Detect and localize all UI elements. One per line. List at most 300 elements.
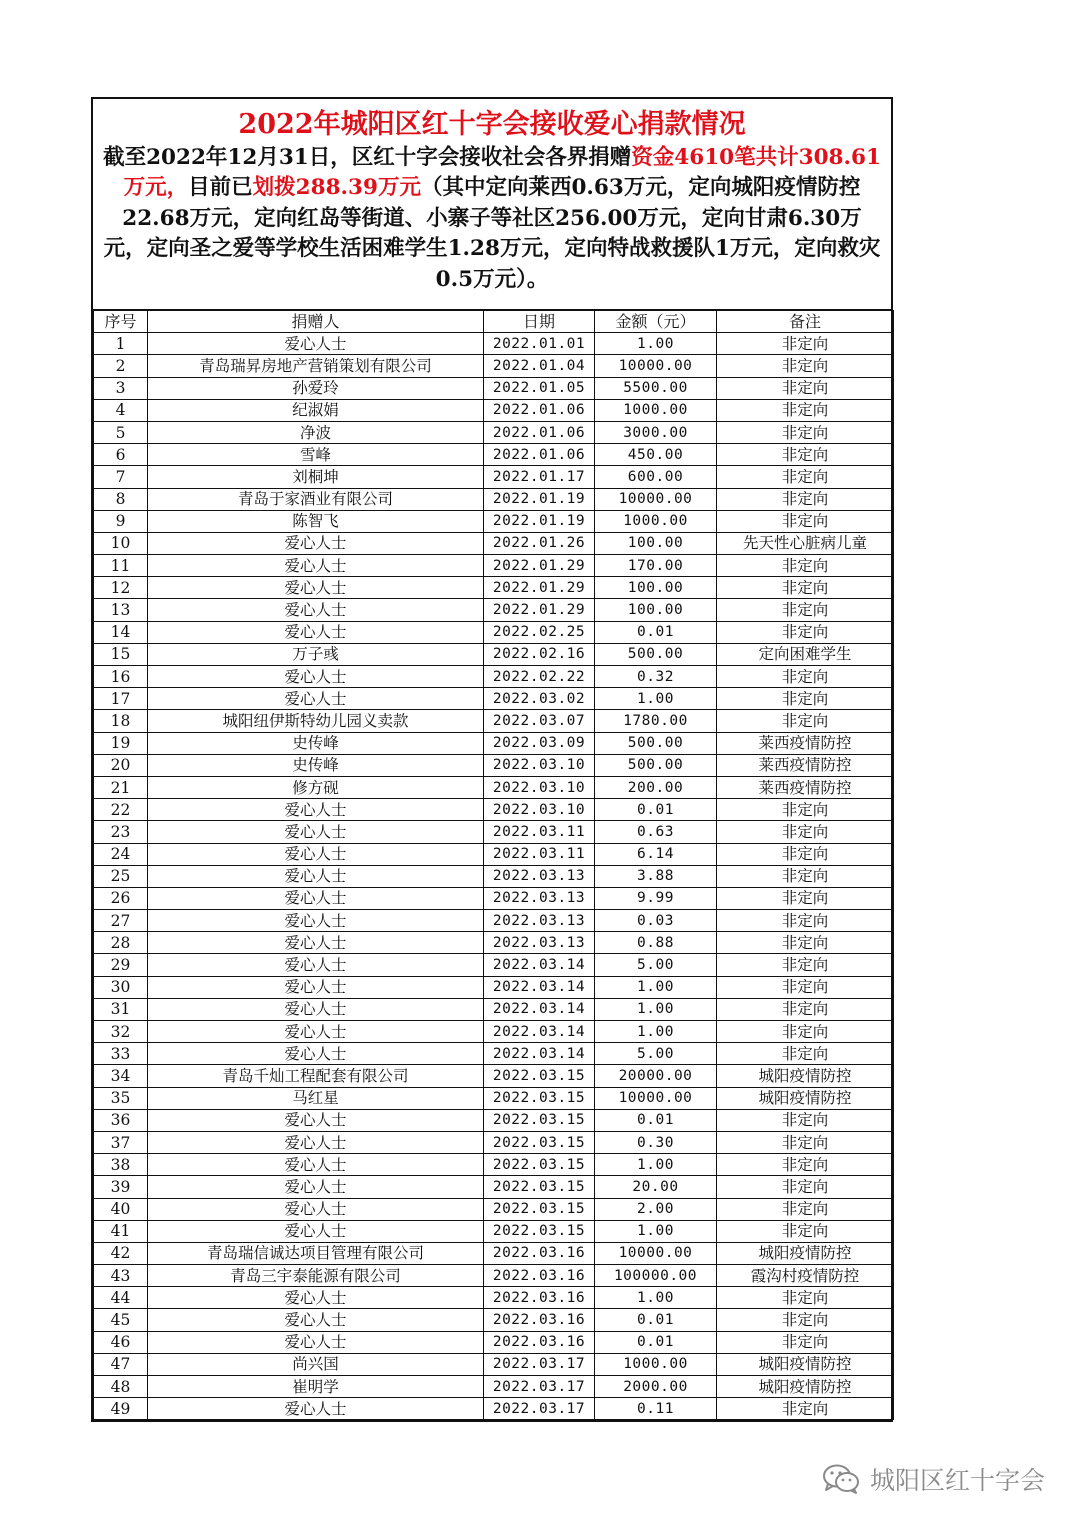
- cell-date: 2022.03.14: [484, 954, 595, 976]
- cell-donor: 爱心人士: [148, 1043, 484, 1065]
- table-row: [94, 1265, 894, 1287]
- cell-donor: 爱心人士: [148, 976, 484, 998]
- cell-index: 31: [94, 998, 148, 1020]
- cell-amount: 0.01: [595, 621, 717, 643]
- cell-donor: 青岛于家酒业有限公司: [148, 488, 484, 510]
- cell-date: 2022.03.13: [484, 932, 595, 954]
- summary-part-1: 截至2022年12月31日，区红十字会接收社会各界捐赠: [103, 145, 632, 170]
- table-row: [94, 555, 894, 577]
- cell-amount: 0.01: [595, 799, 717, 821]
- cell-date: 2022.03.15: [484, 1109, 595, 1131]
- cell-donor: 爱心人士: [148, 666, 484, 688]
- cell-index: 40: [94, 1198, 148, 1220]
- summary-funds-total: 资金4610笔共计308.61万元，: [123, 145, 881, 201]
- cell-note: 非定向: [717, 1331, 894, 1353]
- cell-note: 非定向: [717, 555, 894, 577]
- cell-amount: 0.30: [595, 1131, 717, 1153]
- cell-index: 11: [94, 555, 148, 577]
- cell-amount: 600.00: [595, 466, 717, 488]
- cell-date: 2022.03.11: [484, 843, 595, 865]
- table-row: [94, 732, 894, 754]
- table-row: [94, 333, 894, 355]
- cell-date: 2022.03.16: [484, 1265, 595, 1287]
- cell-date: 2022.03.15: [484, 1154, 595, 1176]
- cell-note: 非定向: [717, 399, 894, 421]
- cell-donor: 青岛三宇泰能源有限公司: [148, 1265, 484, 1287]
- cell-donor: 尚兴国: [148, 1353, 484, 1375]
- cell-donor: 爱心人士: [148, 1109, 484, 1131]
- cell-index: 36: [94, 1109, 148, 1131]
- cell-index: 3: [94, 377, 148, 399]
- cell-index: 8: [94, 488, 148, 510]
- cell-donor: 爱心人士: [148, 688, 484, 710]
- watermark-text: 城阳区红十字会: [869, 1466, 1045, 1495]
- cell-donor: 陈智飞: [148, 510, 484, 532]
- cell-index: 15: [94, 643, 148, 665]
- cell-index: 14: [94, 621, 148, 643]
- cell-index: 23: [94, 821, 148, 843]
- cell-amount: 0.88: [595, 932, 717, 954]
- cell-index: 20: [94, 754, 148, 776]
- cell-index: 34: [94, 1065, 148, 1087]
- cell-amount: 2.00: [595, 1198, 717, 1220]
- cell-index: 43: [94, 1265, 148, 1287]
- table-row: [94, 1376, 894, 1398]
- cell-index: 49: [94, 1398, 148, 1420]
- cell-index: 44: [94, 1287, 148, 1309]
- cell-donor: 雪峰: [148, 444, 484, 466]
- cell-note: 非定向: [717, 1176, 894, 1198]
- cell-note: 城阳疫情防控: [717, 1376, 894, 1398]
- cell-index: 29: [94, 954, 148, 976]
- cell-date: 2022.01.06: [484, 399, 595, 421]
- cell-amount: 170.00: [595, 555, 717, 577]
- cell-donor: 马红星: [148, 1087, 484, 1109]
- cell-donor: 爱心人士: [148, 599, 484, 621]
- cell-amount: 10000.00: [595, 1087, 717, 1109]
- column-header-donor: 捐赠人: [148, 311, 484, 333]
- cell-amount: 1.00: [595, 998, 717, 1020]
- cell-index: 12: [94, 577, 148, 599]
- table-row: [94, 1021, 894, 1043]
- cell-note: 非定向: [717, 666, 894, 688]
- table-body: [94, 333, 894, 1420]
- cell-donor: 孙爱玲: [148, 377, 484, 399]
- cell-index: 39: [94, 1176, 148, 1198]
- table-row: [94, 1176, 894, 1198]
- cell-amount: 20.00: [595, 1176, 717, 1198]
- table-row: [94, 1398, 894, 1420]
- cell-index: 17: [94, 688, 148, 710]
- cell-date: 2022.03.02: [484, 688, 595, 710]
- cell-amount: 1000.00: [595, 510, 717, 532]
- cell-donor: 爱心人士: [148, 865, 484, 887]
- cell-donor: 爱心人士: [148, 577, 484, 599]
- cell-date: 2022.01.05: [484, 377, 595, 399]
- cell-note: 非定向: [717, 1154, 894, 1176]
- cell-date: 2022.02.25: [484, 621, 595, 643]
- sheet-header: [93, 99, 891, 310]
- cell-amount: 1.00: [595, 1154, 717, 1176]
- table-row: [94, 444, 894, 466]
- table-header-row: [94, 311, 894, 333]
- watermark: [822, 1461, 1045, 1497]
- table-row: [94, 976, 894, 998]
- cell-note: 非定向: [717, 799, 894, 821]
- cell-note: 非定向: [717, 1309, 894, 1331]
- cell-donor: 崔明学: [148, 1376, 484, 1398]
- cell-index: 18: [94, 710, 148, 732]
- cell-note: 非定向: [717, 444, 894, 466]
- cell-note: 非定向: [717, 1220, 894, 1242]
- cell-amount: 0.32: [595, 666, 717, 688]
- cell-amount: 450.00: [595, 444, 717, 466]
- table-row: [94, 754, 894, 776]
- cell-amount: 5.00: [595, 1043, 717, 1065]
- cell-donor: 爱心人士: [148, 1176, 484, 1198]
- table-row: [94, 488, 894, 510]
- cell-note: 先天性心脏病儿童: [717, 532, 894, 554]
- cell-note: 非定向: [717, 1021, 894, 1043]
- cell-date: 2022.03.15: [484, 1176, 595, 1198]
- cell-donor: 爱心人士: [148, 621, 484, 643]
- summary-part-3: 目前已: [188, 175, 253, 201]
- cell-note: 非定向: [717, 887, 894, 909]
- cell-date: 2022.03.10: [484, 776, 595, 798]
- cell-index: 1: [94, 333, 148, 355]
- cell-amount: 3000.00: [595, 421, 717, 443]
- cell-note: 城阳疫情防控: [717, 1242, 894, 1264]
- cell-amount: 500.00: [595, 732, 717, 754]
- cell-date: 2022.03.11: [484, 821, 595, 843]
- cell-index: 26: [94, 887, 148, 909]
- table-row: [94, 1353, 894, 1375]
- cell-date: 2022.03.15: [484, 1198, 595, 1220]
- cell-amount: 1.00: [595, 1021, 717, 1043]
- cell-donor: 爱心人士: [148, 1021, 484, 1043]
- table-row: [94, 932, 894, 954]
- page-title: 2022年城阳区红十字会接收爱心捐款情况: [238, 109, 746, 140]
- cell-date: 2022.03.17: [484, 1376, 595, 1398]
- cell-donor: 修方砚: [148, 776, 484, 798]
- table-row: [94, 688, 894, 710]
- cell-date: 2022.01.19: [484, 510, 595, 532]
- cell-note: 城阳疫情防控: [717, 1353, 894, 1375]
- cell-amount: 6.14: [595, 843, 717, 865]
- cell-date: 2022.03.10: [484, 754, 595, 776]
- cell-index: 35: [94, 1087, 148, 1109]
- donation-table: [93, 310, 894, 1420]
- cell-donor: 青岛瑞信诚达项目管理有限公司: [148, 1242, 484, 1264]
- cell-amount: 10000.00: [595, 488, 717, 510]
- cell-note: 非定向: [717, 710, 894, 732]
- column-header-note: 备注: [717, 311, 894, 333]
- cell-amount: 500.00: [595, 643, 717, 665]
- cell-date: 2022.03.13: [484, 865, 595, 887]
- table-row: [94, 666, 894, 688]
- table-row: [94, 887, 894, 909]
- table-row: [94, 843, 894, 865]
- table-row: [94, 1065, 894, 1087]
- cell-donor: 青岛瑞昇房地产营销策划有限公司: [148, 355, 484, 377]
- cell-note: 非定向: [717, 1109, 894, 1131]
- cell-note: 非定向: [717, 621, 894, 643]
- cell-note: 非定向: [717, 1287, 894, 1309]
- table-row: [94, 643, 894, 665]
- cell-amount: 500.00: [595, 754, 717, 776]
- cell-date: 2022.01.06: [484, 421, 595, 443]
- cell-amount: 1.00: [595, 976, 717, 998]
- table-row: [94, 1109, 894, 1131]
- cell-note: 非定向: [717, 488, 894, 510]
- cell-date: 2022.03.15: [484, 1220, 595, 1242]
- table-row: [94, 821, 894, 843]
- cell-donor: 史传峰: [148, 732, 484, 754]
- cell-note: 城阳疫情防控: [717, 1065, 894, 1087]
- cell-amount: 10000.00: [595, 355, 717, 377]
- cell-amount: 9.99: [595, 887, 717, 909]
- cell-note: 非定向: [717, 976, 894, 998]
- cell-donor: 爱心人士: [148, 954, 484, 976]
- cell-donor: 爱心人士: [148, 1287, 484, 1309]
- cell-date: 2022.03.16: [484, 1242, 595, 1264]
- cell-amount: 20000.00: [595, 1065, 717, 1087]
- table-row: [94, 377, 894, 399]
- cell-index: 42: [94, 1242, 148, 1264]
- table-row: [94, 466, 894, 488]
- cell-amount: 1.00: [595, 1220, 717, 1242]
- table-row: [94, 1309, 894, 1331]
- cell-note: 霞沟村疫情防控: [717, 1265, 894, 1287]
- cell-note: 非定向: [717, 865, 894, 887]
- cell-note: 非定向: [717, 421, 894, 443]
- cell-donor: 爱心人士: [148, 799, 484, 821]
- cell-date: 2022.03.14: [484, 976, 595, 998]
- cell-index: 10: [94, 532, 148, 554]
- summary-part-5: （其中定向莱西0.63万元，定向城阳疫情防控22.68万元，定向红岛等街道、小寨子等社区256.00万元，定向甘肃6.30万元，定向圣之爱等学校生活困难学生1.28万元，定向特战救援队1万元，定向救灾0.5万元）。: [103, 175, 881, 292]
- cell-donor: 爱心人士: [148, 1331, 484, 1353]
- cell-index: 19: [94, 732, 148, 754]
- cell-index: 7: [94, 466, 148, 488]
- cell-date: 2022.01.01: [484, 333, 595, 355]
- cell-index: 47: [94, 1353, 148, 1375]
- cell-date: 2022.03.15: [484, 1087, 595, 1109]
- cell-donor: 史传峰: [148, 754, 484, 776]
- cell-donor: 爱心人士: [148, 998, 484, 1020]
- cell-date: 2022.01.04: [484, 355, 595, 377]
- table-row: [94, 776, 894, 798]
- cell-amount: 100.00: [595, 532, 717, 554]
- cell-donor: 爱心人士: [148, 887, 484, 909]
- cell-date: 2022.01.17: [484, 466, 595, 488]
- cell-index: 5: [94, 421, 148, 443]
- table-row: [94, 865, 894, 887]
- cell-note: 非定向: [717, 355, 894, 377]
- cell-date: 2022.03.07: [484, 710, 595, 732]
- cell-donor: 爱心人士: [148, 1198, 484, 1220]
- cell-index: 33: [94, 1043, 148, 1065]
- table-row: [94, 621, 894, 643]
- cell-date: 2022.03.14: [484, 1021, 595, 1043]
- cell-index: 4: [94, 399, 148, 421]
- cell-note: 非定向: [717, 510, 894, 532]
- cell-amount: 2000.00: [595, 1376, 717, 1398]
- cell-note: 非定向: [717, 333, 894, 355]
- cell-note: 莱西疫情防控: [717, 754, 894, 776]
- table-row: [94, 954, 894, 976]
- table-row: [94, 998, 894, 1020]
- cell-date: 2022.03.13: [484, 887, 595, 909]
- column-header-index: 序号: [94, 311, 148, 333]
- cell-donor: 刘桐坤: [148, 466, 484, 488]
- cell-note: 非定向: [717, 910, 894, 932]
- column-header-date: 日期: [484, 311, 595, 333]
- cell-index: 45: [94, 1309, 148, 1331]
- cell-date: 2022.03.17: [484, 1353, 595, 1375]
- cell-note: 非定向: [717, 1131, 894, 1153]
- cell-note: 定向困难学生: [717, 643, 894, 665]
- cell-date: 2022.03.16: [484, 1331, 595, 1353]
- cell-note: 非定向: [717, 821, 894, 843]
- cell-amount: 100.00: [595, 577, 717, 599]
- cell-index: 9: [94, 510, 148, 532]
- wechat-icon: [822, 1464, 860, 1494]
- cell-amount: 1.00: [595, 333, 717, 355]
- cell-date: 2022.03.14: [484, 1043, 595, 1065]
- cell-donor: 青岛千灿工程配套有限公司: [148, 1065, 484, 1087]
- cell-date: 2022.01.26: [484, 532, 595, 554]
- cell-index: 13: [94, 599, 148, 621]
- cell-donor: 爱心人士: [148, 555, 484, 577]
- cell-amount: 1780.00: [595, 710, 717, 732]
- cell-donor: 爱心人士: [148, 1220, 484, 1242]
- summary-text: [101, 143, 883, 295]
- cell-donor: 万子彧: [148, 643, 484, 665]
- cell-index: 37: [94, 1131, 148, 1153]
- cell-amount: 0.11: [595, 1398, 717, 1420]
- cell-amount: 5.00: [595, 954, 717, 976]
- cell-note: 非定向: [717, 377, 894, 399]
- table-row: [94, 1220, 894, 1242]
- cell-date: 2022.03.16: [484, 1309, 595, 1331]
- cell-amount: 0.01: [595, 1109, 717, 1131]
- cell-index: 16: [94, 666, 148, 688]
- cell-date: 2022.03.13: [484, 910, 595, 932]
- cell-amount: 10000.00: [595, 1242, 717, 1264]
- cell-donor: 爱心人士: [148, 1309, 484, 1331]
- table-row: [94, 510, 894, 532]
- table-row: [94, 577, 894, 599]
- cell-note: 非定向: [717, 843, 894, 865]
- cell-amount: 5500.00: [595, 377, 717, 399]
- cell-note: 莱西疫情防控: [717, 732, 894, 754]
- cell-note: 非定向: [717, 998, 894, 1020]
- cell-date: 2022.02.22: [484, 666, 595, 688]
- cell-note: 非定向: [717, 1398, 894, 1420]
- cell-donor: 爱心人士: [148, 532, 484, 554]
- table-row: [94, 1154, 894, 1176]
- cell-index: 22: [94, 799, 148, 821]
- table-row: [94, 532, 894, 554]
- cell-amount: 100000.00: [595, 1265, 717, 1287]
- table-row: [94, 1198, 894, 1220]
- table-row: [94, 710, 894, 732]
- table-row: [94, 421, 894, 443]
- cell-donor: 爱心人士: [148, 333, 484, 355]
- cell-date: 2022.01.29: [484, 599, 595, 621]
- table-row: [94, 1131, 894, 1153]
- table-row: [94, 910, 894, 932]
- cell-date: 2022.03.09: [484, 732, 595, 754]
- cell-amount: 0.01: [595, 1309, 717, 1331]
- cell-note: 非定向: [717, 577, 894, 599]
- summary-allocated-total: 划拨288.39万元: [252, 175, 421, 201]
- cell-amount: 0.63: [595, 821, 717, 843]
- table-row: [94, 399, 894, 421]
- cell-amount: 100.00: [595, 599, 717, 621]
- cell-donor: 爱心人士: [148, 1154, 484, 1176]
- cell-donor: 爱心人士: [148, 1398, 484, 1420]
- donation-sheet: [91, 97, 893, 1422]
- cell-note: 非定向: [717, 1043, 894, 1065]
- cell-date: 2022.01.06: [484, 444, 595, 466]
- table-row: [94, 1043, 894, 1065]
- cell-donor: 纪淑娟: [148, 399, 484, 421]
- cell-donor: 爱心人士: [148, 843, 484, 865]
- cell-amount: 0.01: [595, 1331, 717, 1353]
- cell-donor: 城阳纽伊斯特幼儿园义卖款: [148, 710, 484, 732]
- table-row: [94, 1331, 894, 1353]
- cell-amount: 1.00: [595, 688, 717, 710]
- cell-donor: 爱心人士: [148, 1131, 484, 1153]
- cell-amount: 0.03: [595, 910, 717, 932]
- cell-note: 非定向: [717, 466, 894, 488]
- cell-date: 2022.01.29: [484, 555, 595, 577]
- cell-note: 非定向: [717, 688, 894, 710]
- cell-date: 2022.03.15: [484, 1131, 595, 1153]
- cell-note: 非定向: [717, 954, 894, 976]
- cell-date: 2022.01.29: [484, 577, 595, 599]
- cell-amount: 1000.00: [595, 1353, 717, 1375]
- cell-date: 2022.03.16: [484, 1287, 595, 1309]
- cell-amount: 1.00: [595, 1287, 717, 1309]
- table-row: [94, 1242, 894, 1264]
- cell-date: 2022.03.10: [484, 799, 595, 821]
- cell-amount: 1000.00: [595, 399, 717, 421]
- cell-note: 非定向: [717, 599, 894, 621]
- cell-index: 24: [94, 843, 148, 865]
- cell-index: 46: [94, 1331, 148, 1353]
- cell-date: 2022.01.19: [484, 488, 595, 510]
- cell-index: 48: [94, 1376, 148, 1398]
- cell-donor: 爱心人士: [148, 821, 484, 843]
- cell-donor: 爱心人士: [148, 932, 484, 954]
- table-row: [94, 1087, 894, 1109]
- cell-donor: 爱心人士: [148, 910, 484, 932]
- cell-date: 2022.03.17: [484, 1398, 595, 1420]
- cell-amount: 200.00: [595, 776, 717, 798]
- table-row: [94, 355, 894, 377]
- cell-note: 莱西疫情防控: [717, 776, 894, 798]
- cell-note: 非定向: [717, 932, 894, 954]
- cell-index: 2: [94, 355, 148, 377]
- cell-date: 2022.03.14: [484, 998, 595, 1020]
- table-row: [94, 1287, 894, 1309]
- cell-index: 30: [94, 976, 148, 998]
- cell-index: 25: [94, 865, 148, 887]
- table-row: [94, 599, 894, 621]
- cell-note: 非定向: [717, 1198, 894, 1220]
